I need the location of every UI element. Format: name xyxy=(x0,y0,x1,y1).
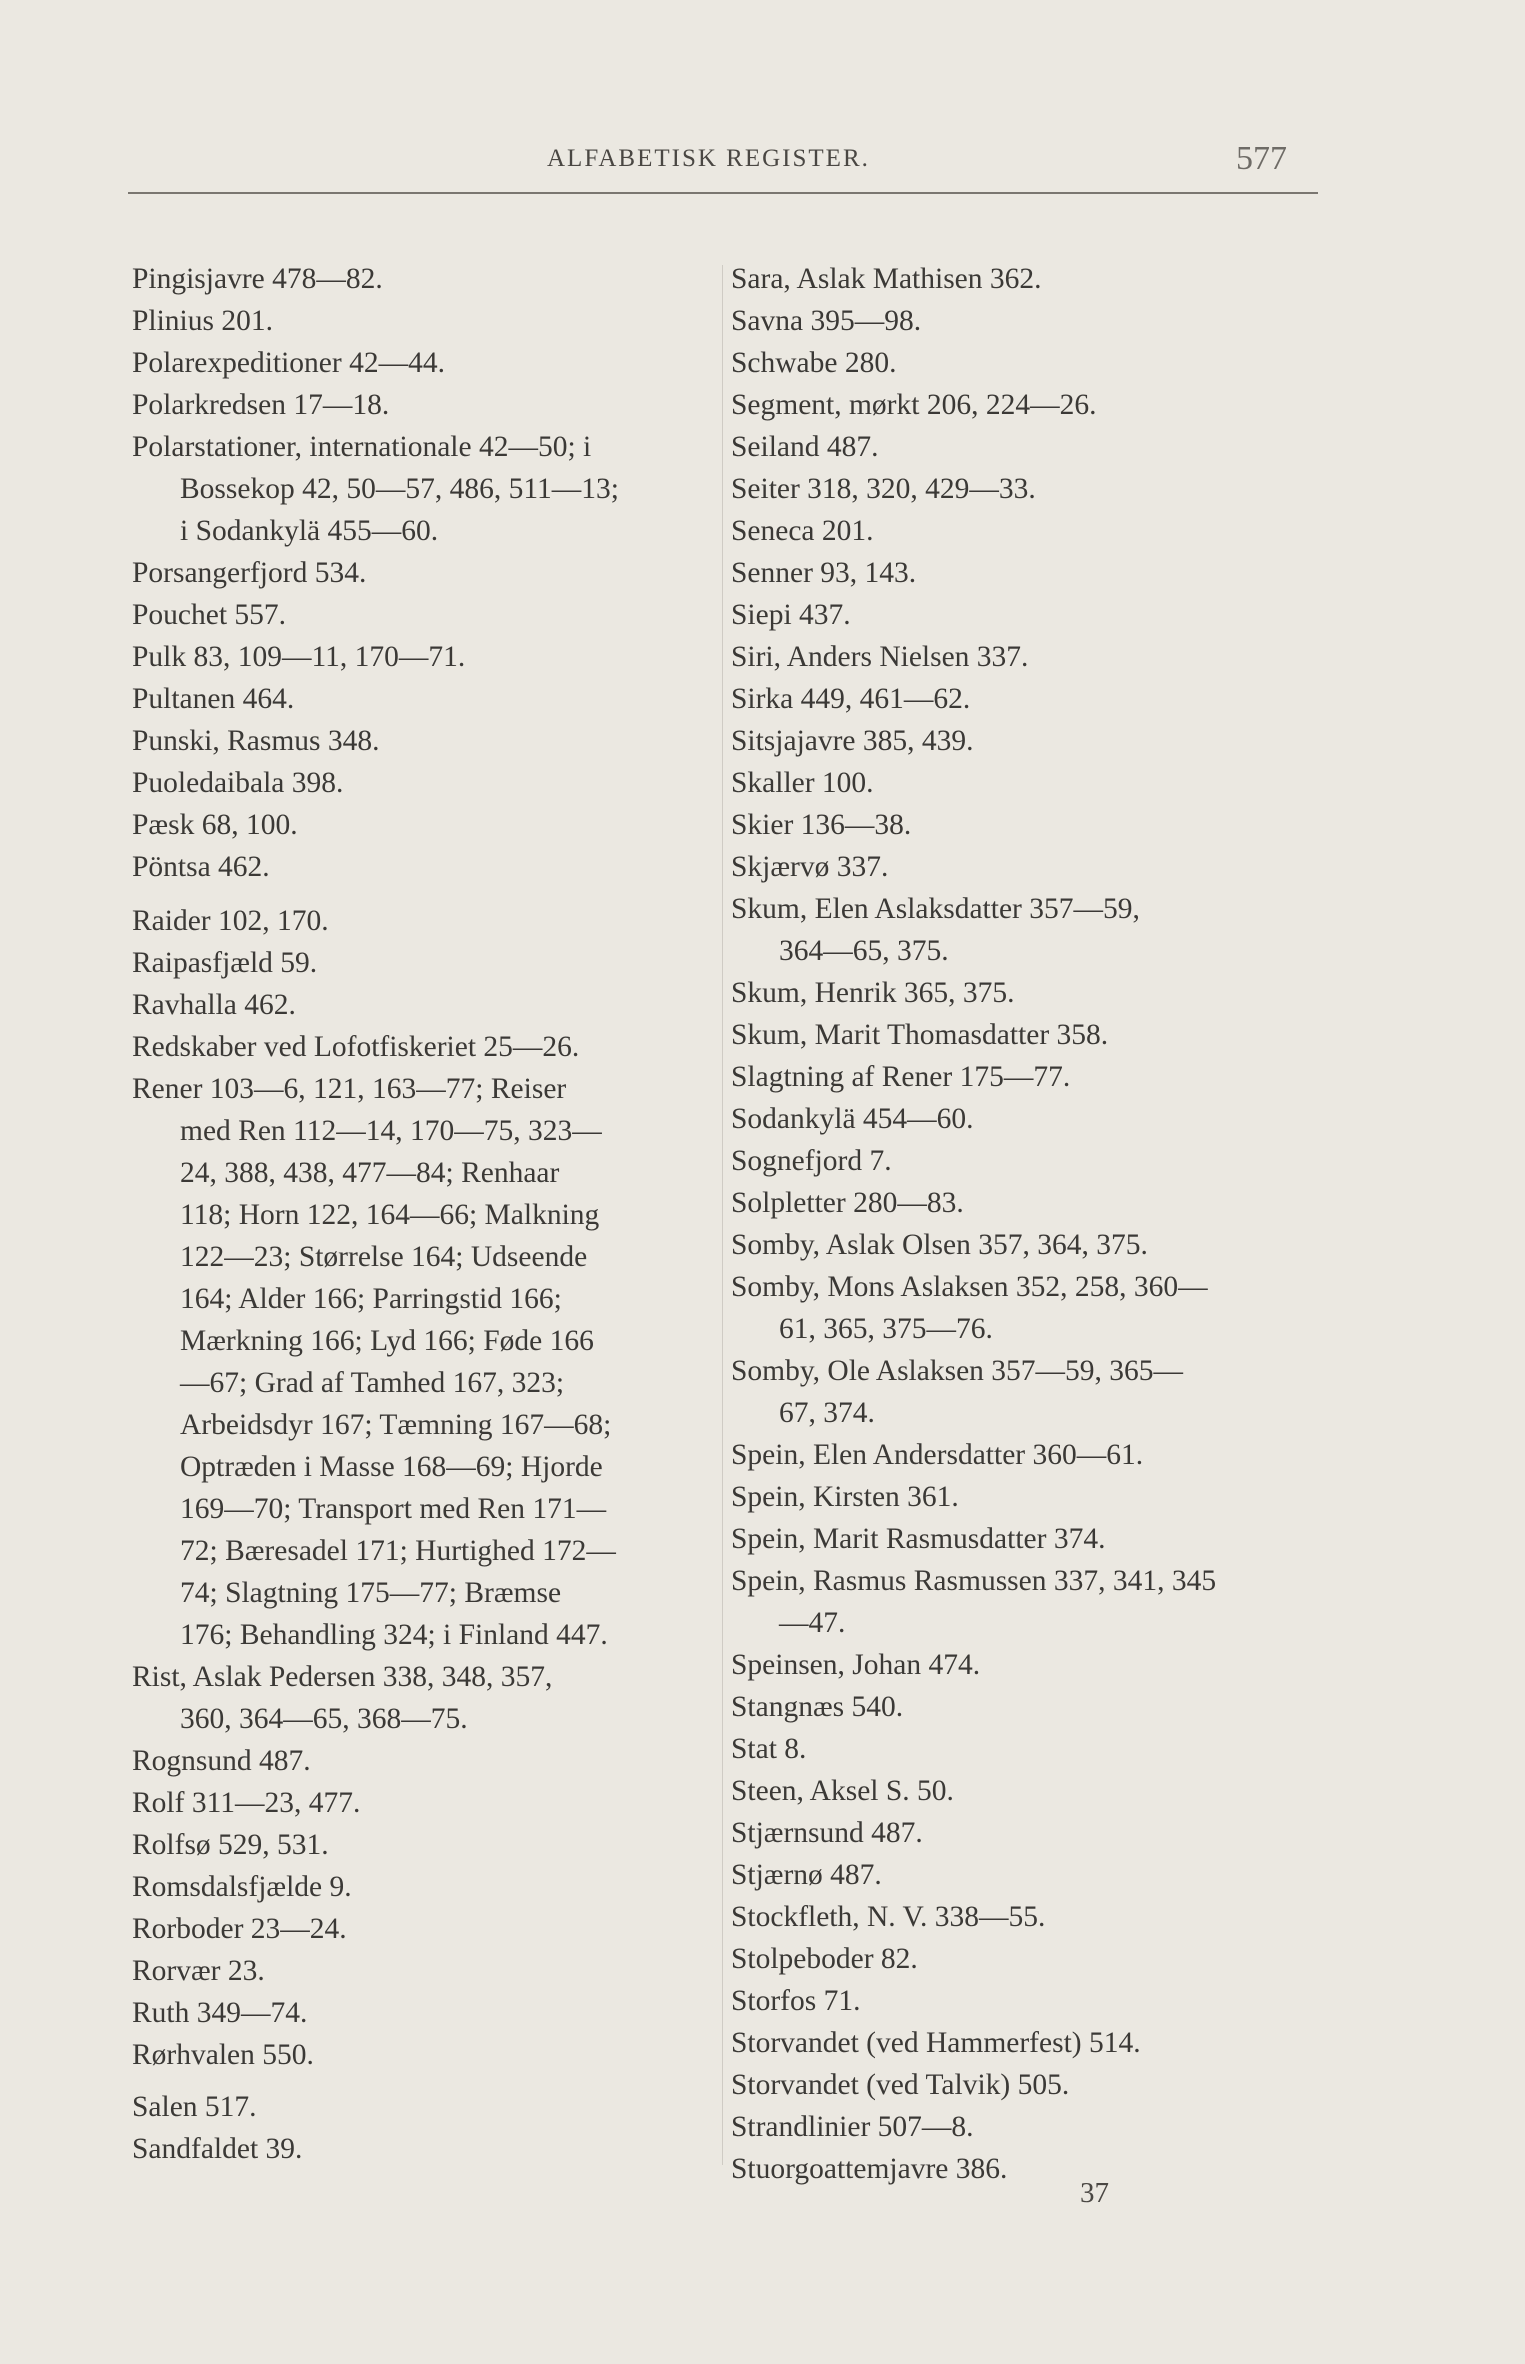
index-entry: Skum, Marit Thomasdatter 358. xyxy=(731,1019,1109,1051)
index-entry-continuation: Arbeidsdyr 167; Tæmning 167—68; xyxy=(180,1409,612,1441)
index-entry-continuation: 164; Alder 166; Parringstid 166; xyxy=(180,1283,562,1315)
index-entry: Sodankylä 454—60. xyxy=(731,1103,974,1135)
index-entry: Spein, Kirsten 361. xyxy=(731,1481,959,1513)
index-entry: Pultanen 464. xyxy=(132,683,295,715)
index-entry: Sirka 449, 461—62. xyxy=(731,683,971,715)
index-entry: Seiter 318, 320, 429—33. xyxy=(731,473,1036,505)
index-entry: Slagtning af Rener 175—77. xyxy=(731,1061,1071,1093)
index-entry: Stolpeboder 82. xyxy=(731,1943,918,1975)
index-entry: Schwabe 280. xyxy=(731,347,897,379)
header-rule xyxy=(128,192,1318,194)
index-entry: Spein, Rasmus Rasmussen 337, 341, 345 xyxy=(731,1565,1217,1597)
index-entry: Skum, Henrik 365, 375. xyxy=(731,977,1015,1009)
index-entry: Redskaber ved Lofotfiskeriet 25—26. xyxy=(132,1031,580,1063)
index-entry: Segment, mørkt 206, 224—26. xyxy=(731,389,1097,421)
index-entry: Rist, Aslak Pedersen 338, 348, 357, xyxy=(132,1661,553,1693)
index-entry: Polarkredsen 17—18. xyxy=(132,389,390,421)
index-entry: Siri, Anders Nielsen 337. xyxy=(731,641,1029,673)
index-entry-continuation: 169—70; Transport med Ren 171— xyxy=(180,1493,607,1525)
right-index-column xyxy=(731,258,1321,2190)
index-entry-continuation: 24, 388, 438, 477—84; Renhaar xyxy=(180,1157,560,1189)
index-entry: Stockfleth, N. V. 338—55. xyxy=(731,1901,1046,1933)
index-entry: Speinsen, Johan 474. xyxy=(731,1649,981,1681)
page-number: 577 xyxy=(1236,140,1287,177)
index-entry: Senner 93, 143. xyxy=(731,557,917,589)
index-entry: Siepi 437. xyxy=(731,599,851,631)
column-divider xyxy=(722,265,723,2165)
index-entry: Rolf 311—23, 477. xyxy=(132,1787,361,1819)
index-entry: Sandfaldet 39. xyxy=(132,2133,303,2165)
index-entry-continuation: 360, 364—65, 368—75. xyxy=(180,1703,468,1735)
index-entry: Steen, Aksel S. 50. xyxy=(731,1775,954,1807)
index-entry-continuation: 72; Bæresadel 171; Hurtighed 172— xyxy=(180,1535,616,1567)
index-entry-continuation: —67; Grad af Tamhed 167, 323; xyxy=(180,1367,565,1399)
index-entry: Skier 136—38. xyxy=(731,809,912,841)
index-entry-continuation: 118; Horn 122, 164—66; Malkning xyxy=(180,1199,600,1231)
running-title: ALFABETISK REGISTER. xyxy=(547,145,870,172)
index-entry: Sitsjajavre 385, 439. xyxy=(731,725,974,757)
index-entry: Pingisjavre 478—82. xyxy=(132,263,383,295)
index-entry: Salen 517. xyxy=(132,2091,257,2123)
index-entry-continuation: i Sodankylä 455—60. xyxy=(180,515,439,547)
index-entry: Somby, Mons Aslaksen 352, 258, 360— xyxy=(731,1271,1208,1303)
index-entry-continuation: Bossekop 42, 50—57, 486, 511—13; xyxy=(180,473,619,505)
index-entry-continuation: 122—23; Størrelse 164; Udseende xyxy=(180,1241,588,1273)
index-entry: Savna 395—98. xyxy=(731,305,922,337)
index-entry: Skjærvø 337. xyxy=(731,851,889,883)
index-entry: Pouchet 557. xyxy=(132,599,287,631)
index-entry-continuation: med Ren 112—14, 170—75, 323— xyxy=(180,1115,602,1147)
index-entry: Ruth 349—74. xyxy=(132,1997,308,2029)
index-entry: Rognsund 487. xyxy=(132,1745,311,1777)
index-entry: Rener 103—6, 121, 163—77; Reiser xyxy=(132,1073,567,1105)
index-entry: Rolfsø 529, 531. xyxy=(132,1829,329,1861)
index-entry-continuation: 176; Behandling 324; i Finland 447. xyxy=(180,1619,608,1651)
index-entry: Pæsk 68, 100. xyxy=(132,809,298,841)
index-entry: Raider 102, 170. xyxy=(132,905,329,937)
index-entry-continuation: Mærkning 166; Lyd 166; Føde 166 xyxy=(180,1325,594,1357)
index-entry: Seiland 487. xyxy=(731,431,879,463)
index-entry: Stat 8. xyxy=(731,1733,807,1765)
index-entry: Pulk 83, 109—11, 170—71. xyxy=(132,641,466,673)
index-entry-continuation: 67, 374. xyxy=(779,1397,875,1429)
index-entry-continuation: 364—65, 375. xyxy=(779,935,949,967)
index-entry: Sara, Aslak Mathisen 362. xyxy=(731,263,1042,295)
index-entry-continuation: —47. xyxy=(779,1607,846,1639)
index-entry: Ravhalla 462. xyxy=(132,989,296,1021)
index-entry: Skum, Elen Aslaksdatter 357—59, xyxy=(731,893,1140,925)
index-entry: Punski, Rasmus 348. xyxy=(132,725,380,757)
index-entry: Polarexpeditioner 42—44. xyxy=(132,347,445,379)
index-entry: Skaller 100. xyxy=(731,767,874,799)
index-entry: Rorvær 23. xyxy=(132,1955,265,1987)
index-entry-continuation: Optræden i Masse 168—69; Hjorde xyxy=(180,1451,603,1483)
index-entry: Storvandet (ved Hammerfest) 514. xyxy=(731,2027,1141,2059)
index-entry: Somby, Ole Aslaksen 357—59, 365— xyxy=(731,1355,1184,1387)
index-entry: Storfos 71. xyxy=(731,1985,861,2017)
index-entry: Romsdalsfjælde 9. xyxy=(132,1871,352,1903)
index-entry: Pöntsa 462. xyxy=(132,851,270,883)
index-entry: Rorboder 23—24. xyxy=(132,1913,347,1945)
index-entry: Solpletter 280—83. xyxy=(731,1187,964,1219)
index-entry: Stuorgoattemjavre 386. xyxy=(731,2153,1008,2185)
index-entry: Somby, Aslak Olsen 357, 364, 375. xyxy=(731,1229,1148,1261)
index-entry: Puoledaibala 398. xyxy=(132,767,344,799)
index-entry: Spein, Marit Rasmusdatter 374. xyxy=(731,1523,1106,1555)
index-entry: Porsangerfjord 534. xyxy=(132,557,367,589)
index-entry: Stjærnsund 487. xyxy=(731,1817,923,1849)
left-index-column xyxy=(132,258,714,2170)
index-entry: Polarstationer, internationale 42—50; i xyxy=(132,431,592,463)
index-entry: Storvandet (ved Talvik) 505. xyxy=(731,2069,1070,2101)
index-entry-continuation: 61, 365, 375—76. xyxy=(779,1313,993,1345)
index-entry: Spein, Elen Andersdatter 360—61. xyxy=(731,1439,1144,1471)
index-entry: Sognefjord 7. xyxy=(731,1145,892,1177)
index-entry: Seneca 201. xyxy=(731,515,874,547)
index-entry: Stjærnø 487. xyxy=(731,1859,882,1891)
index-entry: Rørhvalen 550. xyxy=(132,2039,314,2071)
signature-mark: 37 xyxy=(1080,2177,1109,2209)
index-entry: Strandlinier 507—8. xyxy=(731,2111,974,2143)
index-entry: Plinius 201. xyxy=(132,305,273,337)
index-entry-continuation: 74; Slagtning 175—77; Bræmse xyxy=(180,1577,562,1609)
index-entry: Raipasfjæld 59. xyxy=(132,947,318,979)
index-entry: Stangnæs 540. xyxy=(731,1691,904,1723)
